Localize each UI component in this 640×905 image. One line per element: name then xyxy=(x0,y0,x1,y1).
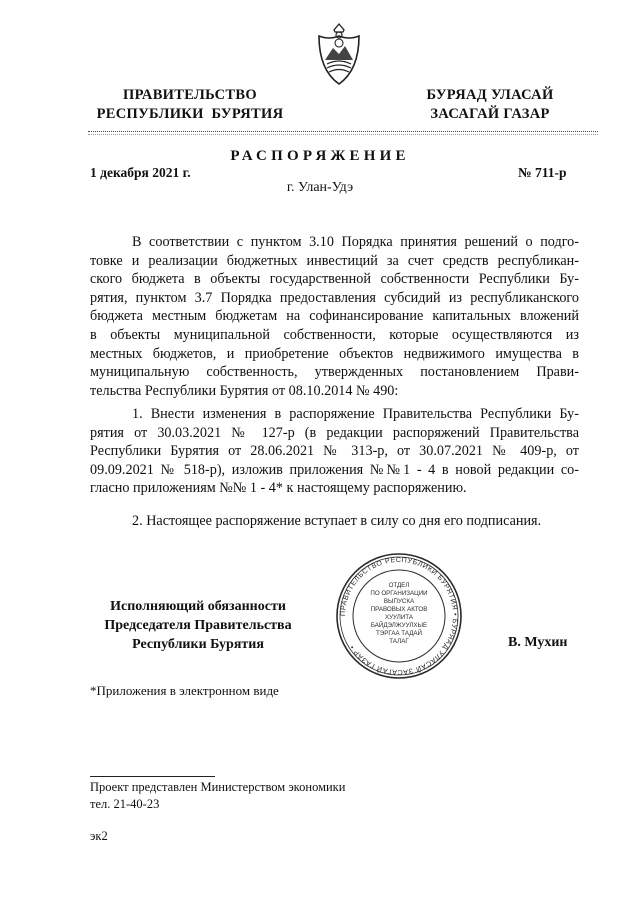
org-right-line1: БУРЯАД УЛАСАЙ xyxy=(426,87,554,103)
footer-submitted-by: Проект представлен Министерством экономики xyxy=(90,780,346,794)
text-line: товке и реализации бюджетных инвестиций за счет средств республикан- xyxy=(90,252,579,269)
document-title: РАСПОРЯЖЕНИЕ xyxy=(230,148,410,164)
text-line: в объекты муниципальной собственности, которые осуществляются из xyxy=(90,326,579,343)
stamp-ring-text: ПРАВИТЕЛЬСТВО РЕСПУБЛИКИ БУРЯТИЯ • БУРЯАД УЛАСАЙ ЗАСАГАЙ ГАЗАР • xyxy=(339,556,459,676)
attachments-note: *Приложения в электронном виде xyxy=(90,683,279,698)
signatory-title-line3: Республики Бурятия xyxy=(132,637,264,652)
text-line: рятия, пунктом 3.7 Порядка предоставления субсидий из республиканского xyxy=(90,289,579,306)
stamp-line: ТАЛАГ xyxy=(389,638,409,645)
stamp-line: ПРАВОВЫХ АКТОВ xyxy=(370,606,428,613)
official-stamp xyxy=(334,551,464,681)
text-line: ского бюджета в объекты государственной собственности Республики Бу- xyxy=(90,271,579,288)
text-line: В соответствии с пунктом 3.10 Порядка принятия решений о подго- xyxy=(132,234,579,250)
stamp-line: ТЭРГАА ТАДАЙ xyxy=(376,630,422,637)
text-line: муниципальную собственность, утвержденных постановлением Прави- xyxy=(90,364,579,381)
text-line: Республики Бурятия от 28.06.2021 № 313-р, от 30.07.2021 № 409-р, от xyxy=(90,443,579,460)
header-divider xyxy=(88,131,598,132)
footer-phone: тел. 21-40-23 xyxy=(90,797,160,811)
text-line: гласно приложениям №№ 1 - 4* к настоящему распоряжению. xyxy=(90,480,467,497)
text-line: 1. Внести изменения в распоряжение Правительства Республики Бу- xyxy=(132,406,579,422)
document-number: № 711-р xyxy=(518,165,567,180)
coat-of-arms-icon xyxy=(313,22,365,88)
stamp-line: БАЙДЭЛЖУУЛХЫЕ xyxy=(370,622,428,629)
signatory-title-line2: Председателя Правительства xyxy=(104,618,292,633)
signatory-name: В. Мухин xyxy=(508,635,568,650)
text-line: местных бюджетов, и приобретение объектов недвижимого имущества в xyxy=(90,345,579,362)
org-name-buryat xyxy=(395,86,585,124)
signatory-title xyxy=(90,597,306,654)
org-name-russian xyxy=(60,86,320,124)
text-line: тельства Республики Бурятия от 08.10.2014 № 490: xyxy=(90,382,399,399)
document-city: г. Улан-Удэ xyxy=(286,180,354,195)
footer-copy-code: эк2 xyxy=(90,829,108,843)
text-line: 09.09.2021 № 518-р), изложив приложения №№1 - 4 в новой редакции со- xyxy=(90,461,579,478)
text-line: бюджета местным бюджетам на софинансирование капитальных вложений xyxy=(90,308,579,325)
org-left-line1: ПРАВИТЕЛЬСТВО xyxy=(123,87,257,103)
item-1-paragraph xyxy=(90,405,579,498)
org-left-line2: РЕСПУБЛИКИ БУРЯТИЯ xyxy=(96,106,284,122)
preamble-paragraph xyxy=(90,233,579,400)
stamp-line: ПО ОРГАНИЗАЦИИ xyxy=(370,590,428,597)
header-divider-secondary xyxy=(88,134,598,135)
item-2-paragraph xyxy=(90,512,579,531)
text-line: 2. Настоящее распоряжение вступает в силу со дня его подписания. xyxy=(132,513,542,529)
stamp-line: ХУУЛИТА xyxy=(385,614,413,621)
signatory-title-line1: Исполняющий обязанности xyxy=(110,599,286,614)
document-date: 1 декабря 2021 г. xyxy=(90,165,191,180)
stamp-line: ВЫПУСКА xyxy=(383,598,415,605)
text-line: рятия от 30.03.2021 № 127-р (в редакции распоряжений Правительства xyxy=(90,424,579,441)
stamp-line: ОТДЕЛ xyxy=(388,582,410,589)
footer-divider xyxy=(90,776,215,777)
org-right-line2: ЗАСАГАЙ ГАЗАР xyxy=(430,106,550,122)
